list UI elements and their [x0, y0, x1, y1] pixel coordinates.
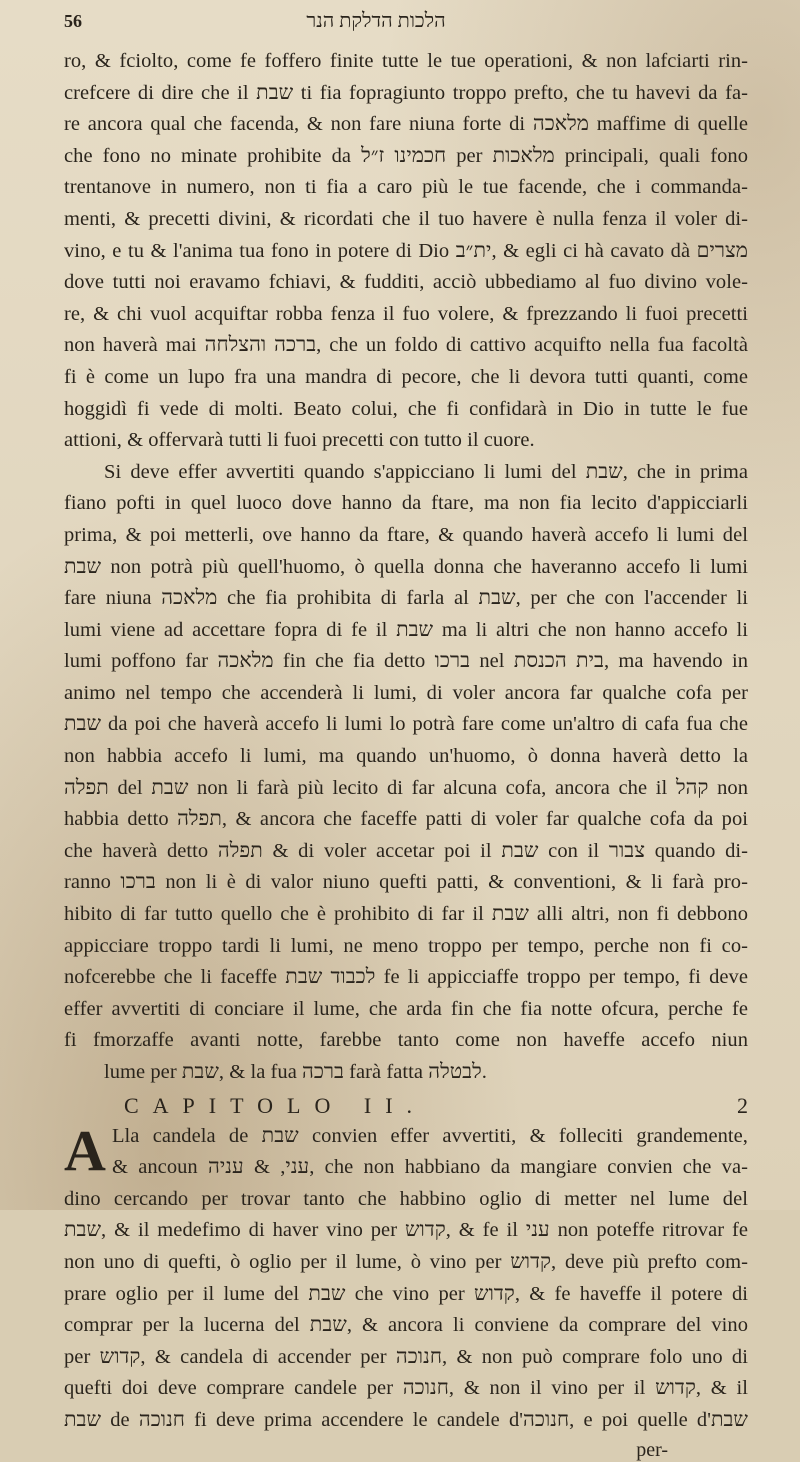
- text-line: ranno ברכו non li è di valor niuno quefti patti, & conventioni, & li farà pro-: [64, 871, 748, 894]
- catchword: per-: [636, 1438, 668, 1461]
- folio-number: 56: [64, 11, 82, 31]
- text-line: fare niuna מלאכה che fia prohibita di farla al שבת, per che con l'accender li: [64, 587, 748, 610]
- text-line: crefcere di dire che il שבת ti fia fopragiunto troppo prefto, che tu havevi da fa-: [64, 81, 748, 104]
- text-line: Si deve effer avvertiti quando s'appicciano li lumi del שבת, che in prima: [104, 460, 748, 483]
- text-line: lume per שבת, & la fua ברכה farà fatta לבטלה.: [104, 1061, 487, 1083]
- drop-cap: A: [64, 1117, 106, 1183]
- body-text: [64, 46, 748, 1089]
- text-line: & ancoun עני, & עניה, che non habbiano da mangiare convien che va-: [111, 1156, 748, 1179]
- text-line: non haverà mai ברכה והצלחה, che un foldo di cattivo acquifto nella fua facoltà: [64, 334, 748, 357]
- chapter-heading: [64, 1093, 748, 1119]
- text-line: hoggidì fi vede di molti. Beato colui, che fi confidarà in Dio in tutte le fue: [64, 397, 748, 420]
- chapter-title: CAPITOLO II.: [124, 1092, 427, 1118]
- text-line: per קדוש, & candela di accender per חנוכה, & non può comprare folo uno di: [64, 1345, 748, 1368]
- text-line: trentanove in numero, non ti fia a caro più le tue facende, che i commanda-: [64, 176, 748, 199]
- text-line: prima, & poi metterli, ove hanno da ftare, & quando haverà accefo li lumi del: [64, 523, 748, 546]
- text-line: non habbia accefo li lumi, ma quando un'huomo, ò donna haverà detto la: [64, 745, 748, 768]
- text-line: Lla candela de שבת convien effer avvertiti, & folleciti grandemente,: [111, 1124, 748, 1147]
- text-line: fiano pofti in quel luoco dove hanno da ftare, ma non fia lecito d'appicciarli: [64, 492, 748, 515]
- text-line: lumi viene ad accettare fopra di fe il שבת ma li altri che non hanno accefo li: [64, 618, 748, 641]
- text-line: שבת de חנוכה fi deve prima accendere le candele d'חנוכה, e poi quelle d'שבת: [64, 1408, 748, 1431]
- text-line: comprar per la lucerna del שבת, & ancora li conviene da comprare del vino: [64, 1314, 748, 1337]
- text-line: non uno di quefti, ò oglio per il lume, ò vino per קדוש, deve più prefto com-: [64, 1250, 748, 1273]
- text-line: habbia detto תפלה, & ancora che faceffe patti di voler far qualche cofa da poi: [64, 808, 748, 831]
- running-head: [64, 0, 748, 46]
- text-line: che fono no minate prohibite da חכמינו ז״ל per מלאכות principali, quali fono: [64, 144, 748, 167]
- text-line: dino cercando per trovar tanto che habbino oglio di metter nel lume del: [64, 1187, 748, 1210]
- text-line: quefti doi deve comprare candele per חנוכה, & non il vino per il קדוש, & il: [64, 1377, 748, 1400]
- text-line: menti, & precetti divini, & ricordati che il tuo havere è nulla fenza il voler di-: [64, 207, 748, 230]
- text-line: hibito di far tutto quello che è prohibito di far il שבת alli altri, non fi debbono: [64, 903, 748, 926]
- text-line: שבת non potrà più quell'huomo, ò quella donna che haveranno accefo li lumi: [64, 555, 748, 578]
- text-line: appicciare troppo tardi li lumi, ne meno troppo per tempo, perche non fi co-: [64, 934, 748, 957]
- text-line: vino, e tu & l'anima tua fono in potere di Dio ית״ב, & egli ci hà cavato dà מצרים: [64, 239, 748, 262]
- text-line: שבת da poi che haverà accefo li lumi lo potrà fare come un'altro di cafa fua che: [64, 713, 748, 736]
- text-line: prare oglio per il lume del שבת che vino per קדוש, & fe haveffe il potere di: [64, 1282, 748, 1305]
- text-line: fi fmorzaffe avanti notte, farebbe tanto come non haveffe accefo niun: [64, 1029, 748, 1052]
- chapter-signature: 2: [737, 1092, 748, 1118]
- text-line: animo nel tempo che accenderà li lumi, di voler ancora far qualche cofa per: [64, 681, 748, 704]
- text-line: ro, & fciolto, come fe foffero finite tutte le tue operationi, & non lafciarti rin-: [64, 50, 748, 72]
- text-line: nofcerebbe che li faceffe לכבוד שבת fe li appicciaffe troppo per tempo, fi deve: [64, 966, 748, 989]
- running-title: הלכות הדלקת הנר: [306, 10, 446, 32]
- text-line: che haverà detto תפלה & di voler accetar poi il שבת con il צבור quando di-: [64, 839, 748, 862]
- text-line: effer avvertiti di conciare il lume, che arda fin che fia notte ofcura, perche fe: [64, 997, 748, 1020]
- text-line: attioni, & offervarà tutti li fuoi precetti con tutto il cuore.: [64, 429, 535, 452]
- text-line: שבת, & il medefimo di haver vino per קדוש, & fe il עני non poteffe ritrovar fe: [64, 1219, 748, 1242]
- chapter-text: [64, 1117, 748, 1437]
- text-line: fi è come un lupo fra una mandra di pecore, che li devora tutti quanti, come: [64, 365, 748, 388]
- text-line: dove tutti noi eravamo fchiavi, & fudditi, acciò ubbediamo al fuo divino vole-: [64, 271, 748, 294]
- text-line: lumi poffono far מלאכה fin che fia detto ברכו nel בית הכנסת, ma havendo in: [64, 650, 748, 673]
- text-line: תפלה del שבת non li farà più lecito di far alcuna cofa, ancora che il קהל non: [64, 776, 748, 799]
- text-line: re, & chi vuol acquiftar robba fenza il fuo volere, & fprezzando li fuoi precetti: [64, 302, 748, 325]
- text-line: re ancora qual che facenda, & non fare niuna forte di מלאכה maffime di quelle: [64, 113, 748, 136]
